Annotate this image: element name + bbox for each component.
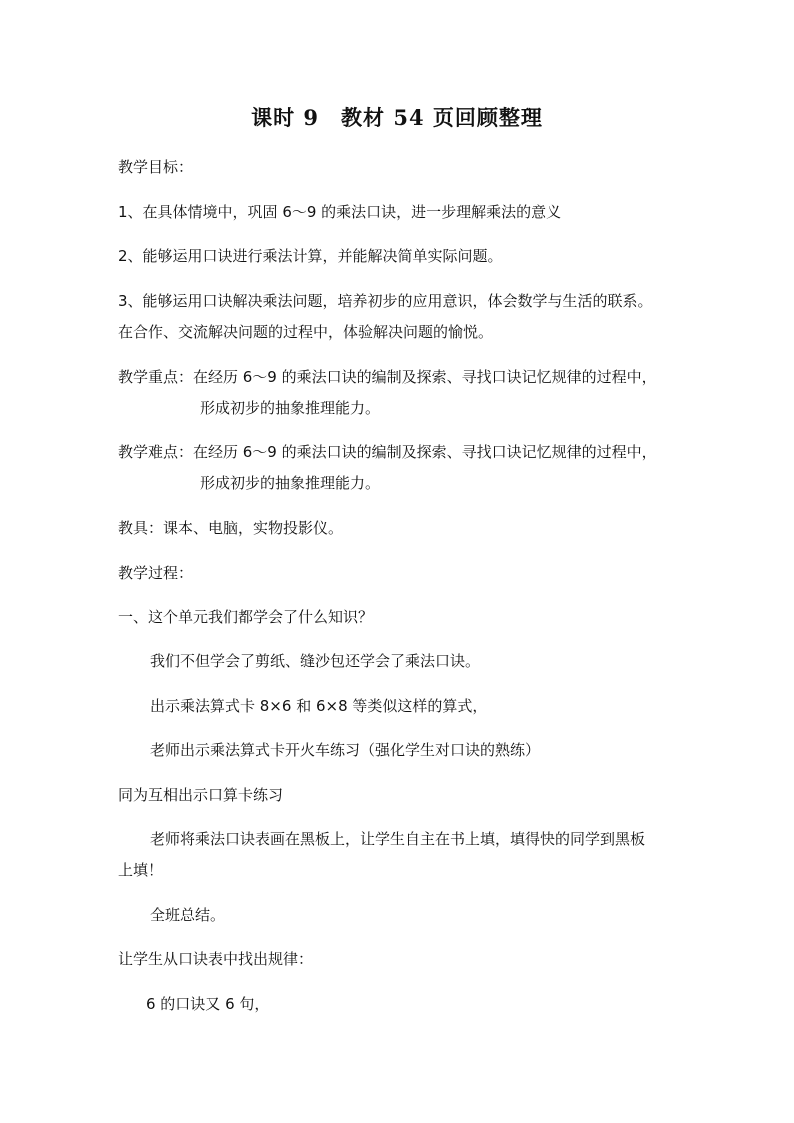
page-title: 课时 9 教材 54 页回顾整理	[251, 105, 543, 130]
process-paragraph-continued: 上填！	[118, 861, 164, 879]
process-paragraph: 全班总结。	[150, 906, 226, 924]
objectives-heading: 教学目标：	[118, 158, 194, 176]
process-paragraph: 老师出示乘法算式卡开火车练习（强化学生对口诀的熟练）	[150, 741, 541, 759]
difficulty-line-2: 形成初步的抽象推理能力。	[200, 474, 381, 492]
process-paragraph: 同为互相出示口算卡练习	[118, 786, 284, 804]
process-paragraph: 6 的口诀又 6 句，	[146, 995, 270, 1013]
process-heading: 教学过程：	[118, 564, 194, 582]
objective-1: 1、在具体情境中，巩固 6～9 的乘法口诀，进一步理解乘法的意义	[118, 203, 562, 221]
process-paragraph: 让学生从口诀表中找出规律：	[118, 950, 314, 968]
key-point-line-1: 教学重点：在经历 6～9 的乘法口诀的编制及探索、寻找口诀记忆规律的过程中，	[118, 368, 657, 386]
key-point-line-2: 形成初步的抽象推理能力。	[200, 399, 381, 417]
objective-3-continued: 在合作、交流解决问题的过程中，体验解决问题的愉悦。	[118, 323, 494, 341]
teaching-tools: 教具：课本、电脑，实物投影仪。	[118, 519, 344, 537]
difficulty-line-1: 教学难点：在经历 6～9 的乘法口诀的编制及探索、寻找口诀记忆规律的过程中，	[118, 443, 657, 461]
process-paragraph: 老师将乘法口诀表画在黑板上，让学生自主在书上填，填得快的同学到黑板	[150, 830, 646, 848]
objective-2: 2、能够运用口诀进行乘法计算，并能解决简单实际问题。	[118, 247, 503, 265]
objective-3: 3、能够运用口诀解决乘法问题，培养初步的应用意识，体会数学与生活的联系。	[118, 292, 653, 310]
process-section-1: 一、这个单元我们都学会了什么知识？	[118, 608, 374, 626]
process-paragraph: 我们不但学会了剪纸、缝沙包还学会了乘法口诀。	[150, 652, 481, 670]
process-paragraph: 出示乘法算式卡 8×6 和 6×8 等类似这样的算式，	[150, 697, 488, 715]
